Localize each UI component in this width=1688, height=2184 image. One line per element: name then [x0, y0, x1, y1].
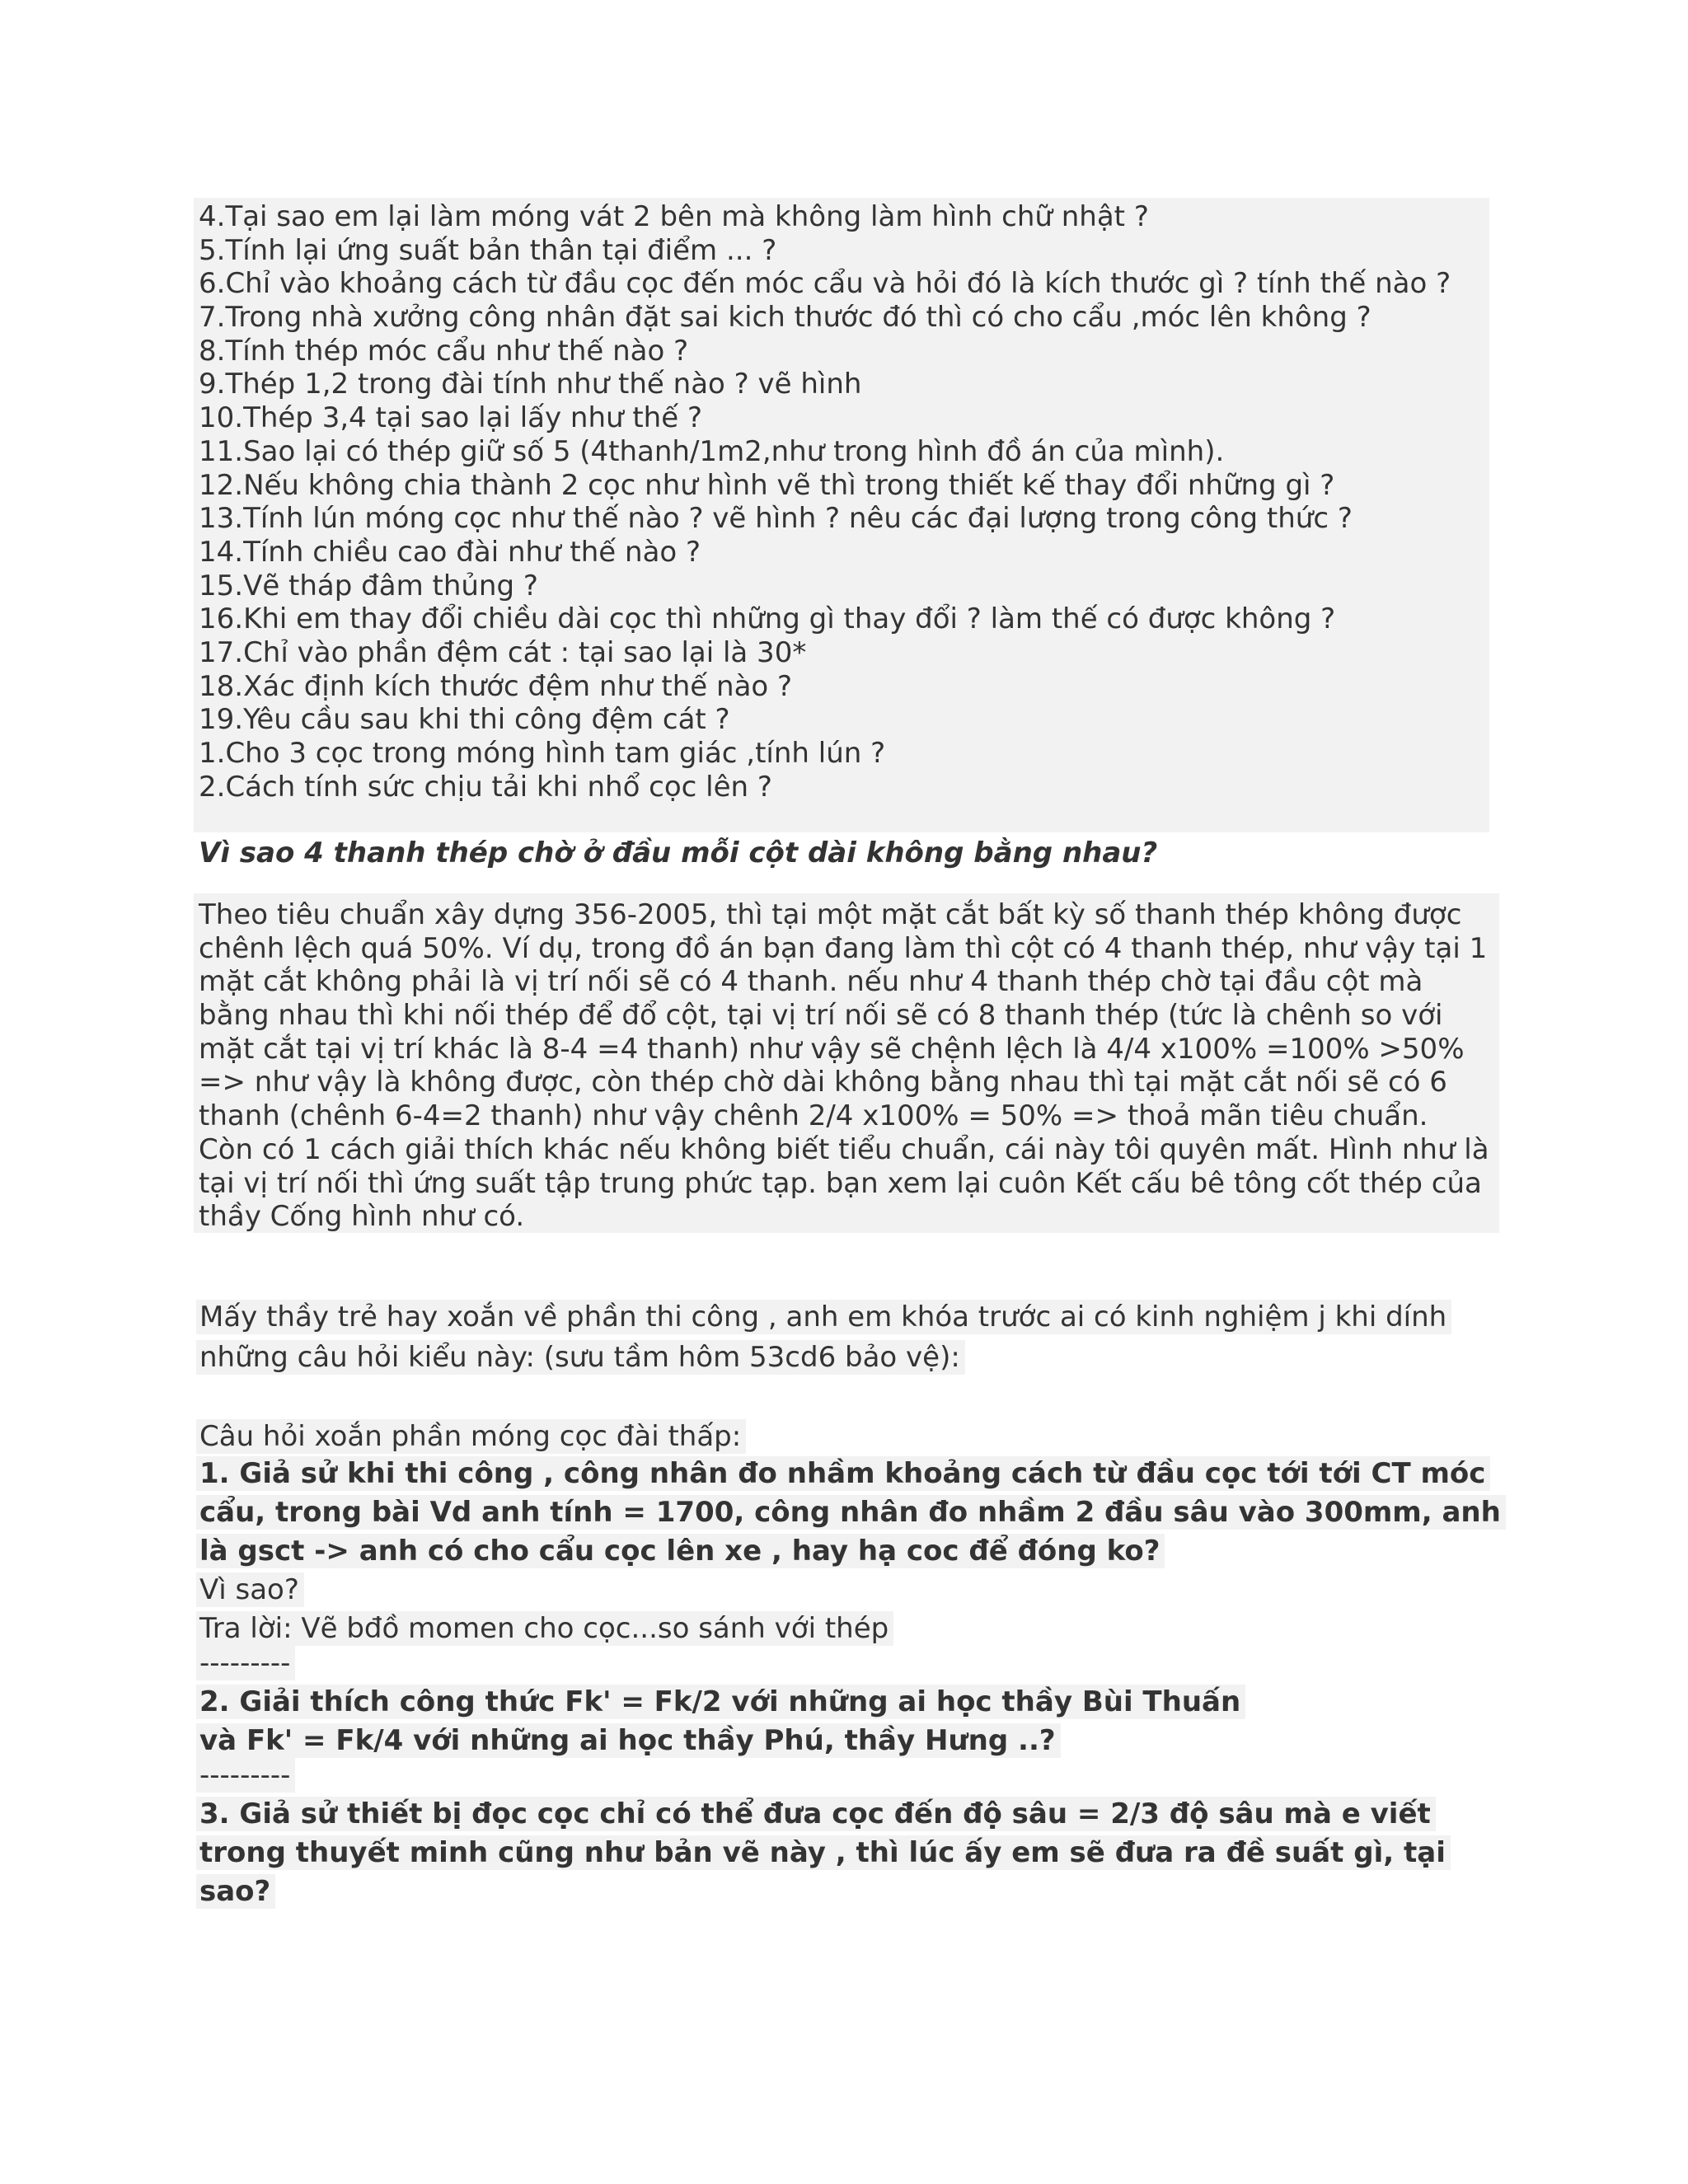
intro-line — [196, 1338, 965, 1378]
question-1-why — [196, 1571, 304, 1610]
list-item: 14.Tính chiều cao đài như thế nào ? — [199, 535, 701, 569]
section-title-text: Câu hỏi xoắn phần móng cọc đài thấp: — [196, 1419, 746, 1454]
question-2-line — [196, 1722, 1061, 1760]
list-item: 5.Tính lại ứng suất bản thân tại điểm ... ? — [199, 233, 777, 267]
question-text: 1. Giả sử khi thi công , công nhân đo nhầm khoảng cách từ đầu cọc tới tới CT móc — [196, 1456, 1490, 1491]
paragraph-line: mặt cắt không phải là vị trí nối sẽ có 4 thanh. nếu như 4 thanh thép chờ tại đầu cột mà — [199, 965, 1423, 999]
paragraph-line: chênh lệch quá 50%. Ví dụ, trong đồ án bạn đang làm thì cột có 4 thanh thép, như vậy tại 1 — [199, 931, 1488, 965]
list-item: 19.Yêu cầu sau khi thi công đệm cát ? — [199, 703, 730, 737]
question-text: trong thuyết minh cũng như bản vẽ này , thì lúc ấy em sẽ đưa ra đề suất gì, tại — [196, 1835, 1451, 1870]
question-text: là gsct -> anh có cho cẩu cọc lên xe , hay hạ coc để đóng ko? — [196, 1534, 1165, 1568]
why-text: Vì sao? — [196, 1572, 304, 1607]
intro-line — [196, 1297, 1451, 1338]
paragraph-line: Theo tiêu chuẩn xây dựng 356-2005, thì tại một mặt cắt bất kỳ số thanh thép không được — [199, 898, 1462, 931]
list-item: 18.Xác định kích thước đệm như thế nào ? — [199, 669, 793, 703]
list-item: 9.Thép 1,2 trong đài tính như thế nào ? vẽ hình — [199, 368, 862, 401]
list-item: 2.Cách tính sức chịu tải khi nhổ cọc lên ? — [199, 770, 772, 804]
section-title — [196, 1418, 746, 1456]
paragraph-line: bằng nhau thì khi nối thép để đổ cột, tại vị trí nối sẽ có 8 thanh thép (tức là chênh so với — [199, 999, 1443, 1033]
question-text: sao? — [196, 1874, 275, 1909]
question-1-line — [196, 1532, 1165, 1571]
paragraph-line: mặt cắt tại vị trí khác là 8-4 =4 thanh) như vậy sẽ chệnh lệch là 4/4 x100% =100% >50% — [199, 1032, 1465, 1066]
question-1-line — [196, 1455, 1490, 1493]
question-1-line — [196, 1493, 1506, 1532]
list-item: 1.Cho 3 cọc trong móng hình tam giác ,tính lún ? — [199, 737, 886, 770]
paragraph-line: Còn có 1 cách giải thích khác nếu không biết tiểu chuẩn, cái này tôi quyên mất. Hình như là — [199, 1132, 1489, 1166]
question-3-line — [196, 1834, 1451, 1872]
question-2-line — [196, 1683, 1245, 1722]
list-item: 6.Chỉ vào khoảng cách từ đầu cọc đến móc cẩu và hỏi đó là kích thước gì ? tính thế nào ? — [199, 267, 1451, 301]
question-text: 2. Giải thích công thức Fk' = Fk/2 với những ai học thầy Bùi Thuấn — [196, 1685, 1245, 1719]
answer-text: Tra lời: Vẽ bđồ momen cho cọc...so sánh với thép — [196, 1611, 893, 1646]
section-heading: Vì sao 4 thanh thép chờ ở đầu mỗi cột dài không bằng nhau? — [199, 837, 1158, 869]
paragraph-line: thanh (chênh 6-4=2 thanh) như vậy chênh 2/4 x100% = 50% => thoả mãn tiêu chuẩn. — [199, 1099, 1428, 1133]
explanation-paragraph — [194, 893, 1499, 1233]
separator — [196, 1644, 295, 1683]
list-item: 11.Sao lại có thép giữ số 5 (4thanh/1m2,như trong hình đồ án của mình). — [199, 434, 1225, 468]
question-text: cẩu, trong bài Vd anh tính = 1700, công nhân đo nhầm 2 đầu sâu vào 300mm, anh — [196, 1495, 1506, 1530]
intro-text: những câu hỏi kiểu này: (sưu tầm hôm 53cd6 bảo vệ): — [196, 1340, 965, 1375]
paragraph-line: => như vậy là không được, còn thép chờ dài không bằng nhau thì tại mặt cắt nối sẽ có 6 — [199, 1066, 1447, 1099]
intro-text: Mấy thầy trẻ hay xoắn về phần thi công , anh em khóa trước ai có kinh nghiệm j khi dính — [196, 1300, 1451, 1334]
list-item: 13.Tính lún móng cọc như thế nào ? vẽ hình ? nêu các đại lượng trong công thức ? — [199, 502, 1353, 536]
paragraph-line: tại vị trí nối thì ứng suất tập trung phức tạp. bạn xem lại cuôn Kết cấu bê tông cốt thép của — [199, 1166, 1482, 1200]
list-item: 16.Khi em thay đổi chiều dài cọc thì những gì thay đổi ? làm thế có được không ? — [199, 602, 1336, 636]
list-item: 4.Tại sao em lại làm móng vát 2 bên mà không làm hình chữ nhật ? — [199, 200, 1149, 233]
list-item: 15.Vẽ tháp đâm thủng ? — [199, 569, 538, 602]
separator — [196, 1756, 295, 1795]
list-item: 8.Tính thép móc cẩu như thế nào ? — [199, 334, 689, 368]
question-text: 3. Giả sử thiết bị đọc cọc chỉ có thể đưa cọc đến độ sâu = 2/3 độ sâu mà e viết — [196, 1797, 1436, 1831]
question-text: và Fk' = Fk/4 với những ai học thầy Phú, thầy Hưng ..? — [196, 1723, 1061, 1758]
list-item: 7.Trong nhà xưởng công nhân đặt sai kich thước đó thì có cho cẩu ,móc lên không ? — [199, 301, 1372, 335]
separator-text: --------- — [196, 1758, 295, 1793]
separator-text: --------- — [196, 1646, 295, 1680]
question-3-line — [196, 1795, 1436, 1834]
list-item: 12.Nếu không chia thành 2 cọc như hình vẽ thì trong thiết kế thay đổi những gì ? — [199, 468, 1335, 502]
list-item: 17.Chỉ vào phần đệm cát : tại sao lại là 30* — [199, 635, 807, 669]
question-list — [194, 198, 1489, 832]
question-1-answer — [196, 1610, 893, 1648]
list-item: 10.Thép 3,4 tại sao lại lấy như thế ? — [199, 401, 703, 435]
paragraph-line: thầy Cống hình như có. — [199, 1200, 525, 1234]
question-3-line — [196, 1872, 275, 1911]
